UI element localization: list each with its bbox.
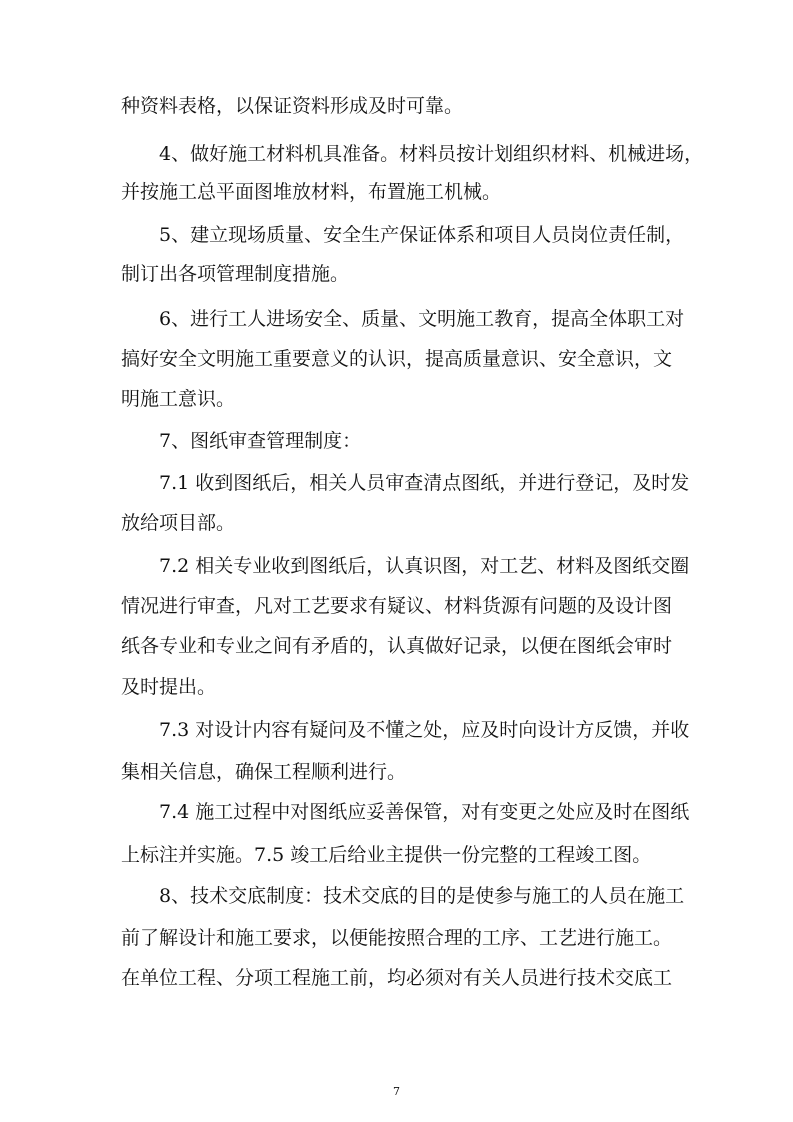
text-line: 5、建立现场质量、安全生产保证体系和项目人员岗位责任制， (159, 224, 685, 246)
text-line: 集相关信息，确保工程顺利进行。 (121, 761, 407, 783)
text-line: 纸各专业和专业之间有矛盾的，认真做好记录，以便在图纸会审时 (121, 635, 673, 657)
text-line: 及时提出。 (121, 676, 217, 698)
text-line: 7.2 相关专业收到图纸后，认真识图，对工艺、材料及图纸交圈 (159, 555, 690, 577)
page-number: 7 (393, 1085, 400, 1098)
text-line: 8、技术交底制度：技术交底的目的是使参与施工的人员在施工 (159, 885, 685, 907)
text-line: 在单位工程、分项工程施工前，均必须对有关人员进行技术交底工 (121, 967, 673, 989)
text-line: 种资料表格，以保证资料形成及时可靠。 (121, 95, 464, 117)
text-line: 搞好安全文明施工重要意义的认识，提高质量意识、安全意识，文 (121, 348, 673, 370)
text-line: 并按施工总平面图堆放材料，布置施工机械。 (121, 181, 502, 203)
text-line: 7.4 施工过程中对图纸应妥善保管，对有变更之处应及时在图纸 (159, 801, 690, 823)
text-line: 前了解设计和施工要求，以便能按照合理的工序、工艺进行施工。 (121, 927, 673, 949)
text-line: 4、做好施工材料机具准备。材料员按计划组织材料、机械进场， (159, 143, 704, 165)
text-line: 明施工意识。 (121, 388, 236, 410)
text-line: 7.1 收到图纸后，相关人员审查清点图纸，并进行登记，及时发 (159, 472, 690, 494)
text-line: 7、图纸审查管理制度： (159, 430, 362, 452)
text-line: 6、进行工人进场安全、质量、文明施工教育，提高全体职工对 (159, 308, 685, 330)
text-line: 7.3 对设计内容有疑问及不懂之处，应及时向设计方反馈，并收 (159, 719, 690, 741)
text-line: 情况进行审查，凡对工艺要求有疑议、材料货源有问题的及设计图 (121, 595, 673, 617)
text-line: 放给项目部。 (121, 512, 236, 534)
text-line: 上标注并实施。7.5 竣工后给业主提供一份完整的工程竣工图。 (121, 844, 652, 866)
text-line: 制订出各项管理制度措施。 (121, 263, 350, 285)
